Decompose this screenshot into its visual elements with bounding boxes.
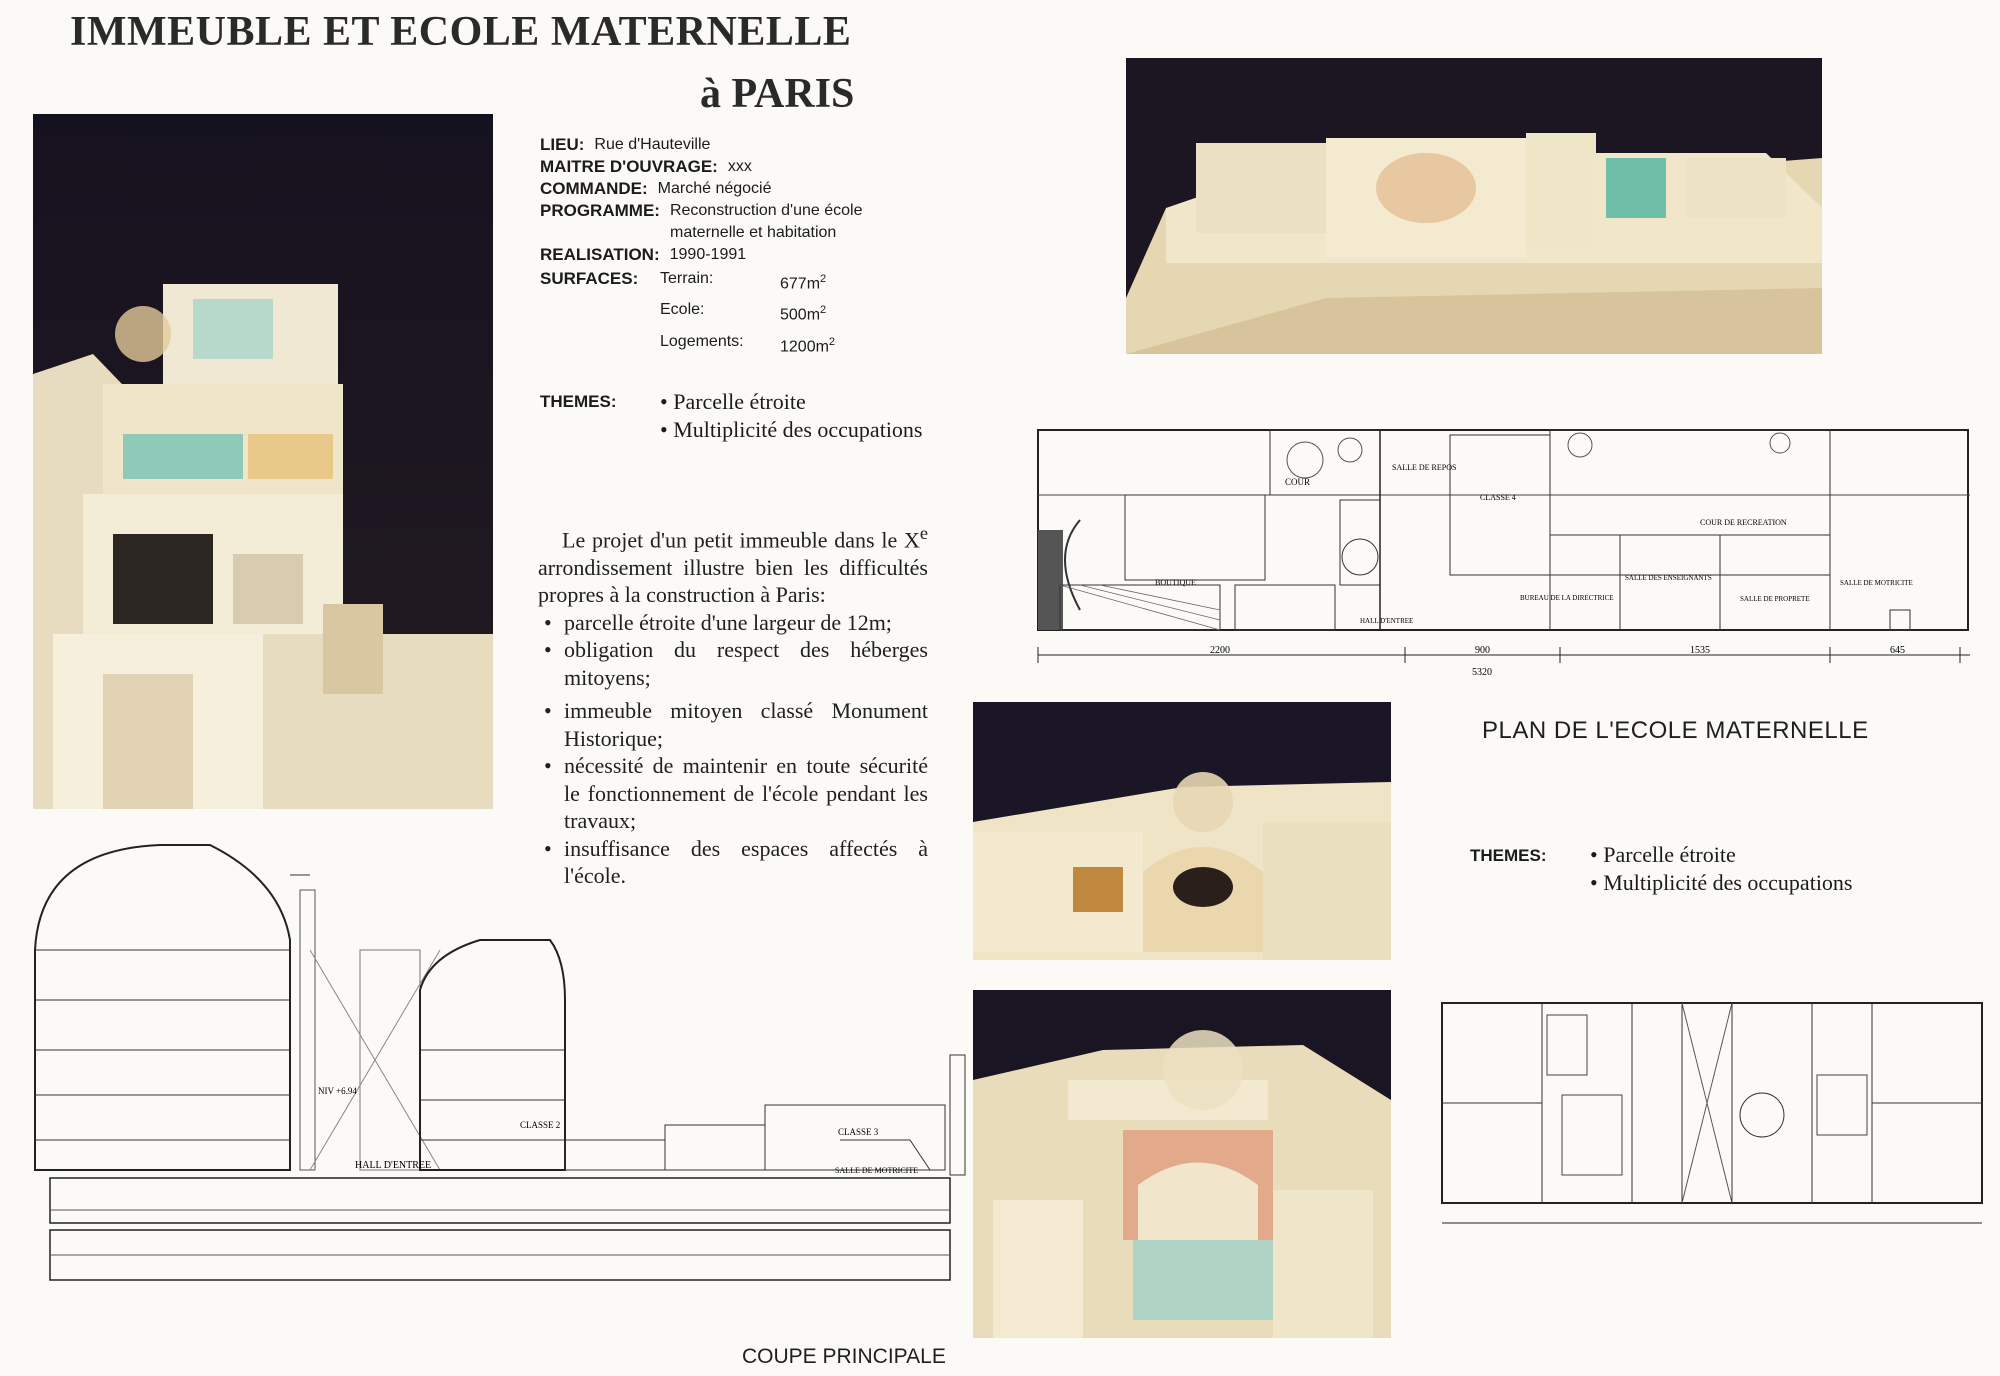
plan-label-boutique: BOUTIQUE	[1155, 578, 1196, 587]
model-photo-aerial	[33, 114, 493, 809]
themes-label: THEMES:	[540, 392, 617, 411]
model-photo-courtyard	[973, 702, 1391, 960]
project-description: Le projet d'un petit immeuble dans le Xe arrondissement illustre bien les difficultés propres à la construction à Paris: • parcelle étroite d'une largeur de 12m; • obligation du respect des héberges mitoyens; • immeuble mitoyen classé Monument Historique; • nécessité de maintenir en toute sécurité le fonctionnement de l'école pendant les travaux; • insuffisance des espaces affectés à l'école.	[538, 520, 928, 890]
plan-label-salle-repos: SALLE DE REPOS	[1392, 463, 1457, 472]
theme-item: • Multiplicité des occupations	[1590, 869, 1853, 897]
surfaces-label: SURFACES:	[540, 269, 639, 288]
commande-label: COMMANDE:	[540, 179, 648, 198]
programme-value-cont: maternelle et habitation	[670, 224, 837, 241]
programme-value: Reconstruction d'une école	[669, 202, 863, 219]
page-title: IMMEUBLE ET ECOLE MATERNELLE	[70, 9, 852, 55]
surface-value: $1200m^2$	[780, 335, 836, 355]
theme-item: • Parcelle étroite	[660, 388, 923, 416]
description-bullet: • insuffisance des espaces affectés à l'école.	[564, 835, 928, 890]
section-label-niv: NIV +6.94	[318, 1086, 357, 1096]
plan-label-cour-recreation: COUR DE RECREATION	[1700, 518, 1787, 527]
plan-label-cour: COUR	[1285, 477, 1311, 487]
model-photo-overview	[1126, 58, 1822, 354]
section-label-classe2: CLASSE 2	[520, 1120, 561, 1130]
plan-dim-total: 5320	[1472, 667, 1492, 678]
commande-value: Marché négocié	[657, 180, 772, 197]
surface-value: $500m^2$	[780, 304, 827, 324]
plan-label-classe: CLASSE 4	[1480, 493, 1516, 502]
main-section-drawing	[10, 840, 970, 1320]
maitre-value: xxx	[727, 158, 752, 175]
description-bullet: • nécessité de maintenir en toute sécurité le fonctionnement de l'école pendant les travaux;	[564, 752, 928, 835]
themes-list	[660, 388, 923, 444]
description-bullet: • parcelle étroite d'une largeur de 12m;	[564, 609, 928, 637]
maitre-label: MAITRE D'OUVRAGE:	[540, 157, 718, 176]
plan-label-hall: HALL D'ENTREE	[1360, 617, 1414, 625]
plan-label-bureau: BUREAU DE LA DIRECTRICE	[1520, 594, 1614, 602]
theme-item: • Multiplicité des occupations	[660, 416, 923, 444]
theme-item: • Parcelle étroite	[1590, 841, 1853, 869]
section-label-motricite: SALLE DE MOTRICITE	[835, 1166, 919, 1175]
surface-name: Logements:	[660, 332, 744, 350]
surfaces-table	[540, 268, 890, 358]
plan-dim: 2200	[1210, 645, 1230, 656]
realisation-value: 1990-1991	[669, 246, 747, 263]
themes-label-2: THEMES:	[1470, 846, 1547, 865]
section-label-classe3: CLASSE 3	[838, 1127, 879, 1137]
surface-value: $677m^2$	[780, 273, 827, 293]
plan-label-salle-motricite: SALLE DE MOTRICITE	[1840, 579, 1913, 587]
plan-label-salle-proprete: SALLE DE PROPRETE	[1740, 595, 1810, 603]
plan-label-salle-enseignants: SALLE DES ENSEIGNANTS	[1625, 574, 1712, 582]
model-photo-interior	[973, 990, 1391, 1338]
plan-dim: 1535	[1690, 645, 1710, 656]
page-subtitle: à PARIS	[700, 71, 855, 117]
lieu-value: Rue d'Hauteville	[594, 136, 711, 153]
plan-caption: PLAN DE L'ECOLE MATERNELLE	[1482, 717, 1869, 744]
programme-label: PROGRAMME:	[540, 201, 660, 220]
lieu-label: LIEU:	[540, 135, 585, 154]
realisation-label: REALISATION:	[540, 245, 660, 264]
description-bullet: • immeuble mitoyen classé Monument Historique;	[564, 697, 928, 752]
themes-list-2	[1590, 841, 1853, 897]
housing-floor-plan	[1432, 995, 1992, 1235]
project-info	[540, 134, 890, 358]
section-caption: COUPE PRINCIPALE	[742, 1345, 946, 1368]
surface-name: Terrain:	[660, 270, 714, 287]
plan-dim: 900	[1475, 645, 1490, 656]
plan-dim: 645	[1890, 645, 1905, 656]
surface-name: Ecole:	[660, 301, 705, 319]
description-bullet: • obligation du respect des héberges mitoyens;	[564, 636, 928, 691]
school-floor-plan	[1020, 425, 1970, 690]
section-label-hall: HALL D'ENTREE	[355, 1160, 432, 1171]
